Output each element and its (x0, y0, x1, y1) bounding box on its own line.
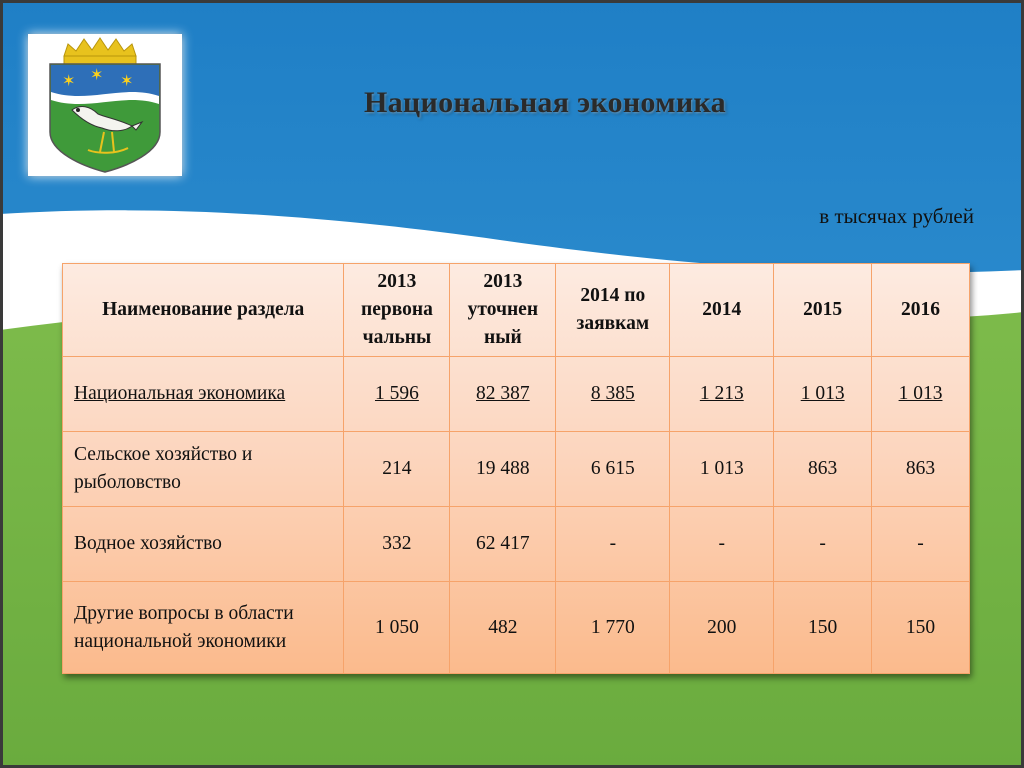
value-cell: 150 (774, 582, 872, 674)
table-row (63, 432, 970, 507)
value-cell: 1 213 (670, 357, 774, 432)
row-name-cell: Национальная экономика (63, 357, 344, 432)
value-cell: - (774, 507, 872, 582)
value-cell: - (872, 507, 970, 582)
budget-table (62, 263, 970, 674)
value-cell: 1 013 (872, 357, 970, 432)
header-cell-2014: 2014 (670, 264, 774, 357)
header-cell-2014-requests: 2014 по заявкам (556, 264, 670, 357)
svg-text:✶: ✶ (62, 71, 76, 90)
value-cell: 150 (872, 582, 970, 674)
table-row (63, 507, 970, 582)
value-cell: 1 013 (670, 432, 774, 507)
value-cell: 82 387 (450, 357, 556, 432)
header-cell-2015: 2015 (774, 264, 872, 357)
table-row (63, 357, 970, 432)
header-cell-2016: 2016 (872, 264, 970, 357)
value-cell: 6 615 (556, 432, 670, 507)
value-cell: 200 (670, 582, 774, 674)
value-cell: 482 (450, 582, 556, 674)
value-cell: 863 (872, 432, 970, 507)
value-cell: 1 013 (774, 357, 872, 432)
value-cell: 332 (344, 507, 450, 582)
table-header-row (63, 264, 970, 357)
emblem-frame (28, 34, 182, 176)
page-title: Национальная экономика (364, 86, 726, 119)
header-cell-name: Наименование раздела (63, 264, 344, 357)
svg-text:✶: ✶ (120, 71, 134, 90)
svg-text:✶: ✶ (90, 65, 104, 84)
header-cell-2013-initial: 2013 первона чальны (344, 264, 450, 357)
value-cell: 1 050 (344, 582, 450, 674)
header-cell-2013-revised: 2013 уточнен ный (450, 264, 556, 357)
value-cell: 214 (344, 432, 450, 507)
value-cell: 62 417 (450, 507, 556, 582)
value-cell: 1 596 (344, 357, 450, 432)
row-name-cell: Другие вопросы в области национальной экономики (63, 582, 344, 674)
row-name-cell: Водное хозяйство (63, 507, 344, 582)
units-label: в тысячах рублей (819, 204, 974, 228)
value-cell: - (670, 507, 774, 582)
coat-of-arms-icon (28, 34, 182, 176)
table-row (63, 582, 970, 674)
value-cell: 8 385 (556, 357, 670, 432)
value-cell: 863 (774, 432, 872, 507)
value-cell: 19 488 (450, 432, 556, 507)
row-name-cell: Сельское хозяйство и рыболовство (63, 432, 344, 507)
value-cell: 1 770 (556, 582, 670, 674)
value-cell: - (556, 507, 670, 582)
